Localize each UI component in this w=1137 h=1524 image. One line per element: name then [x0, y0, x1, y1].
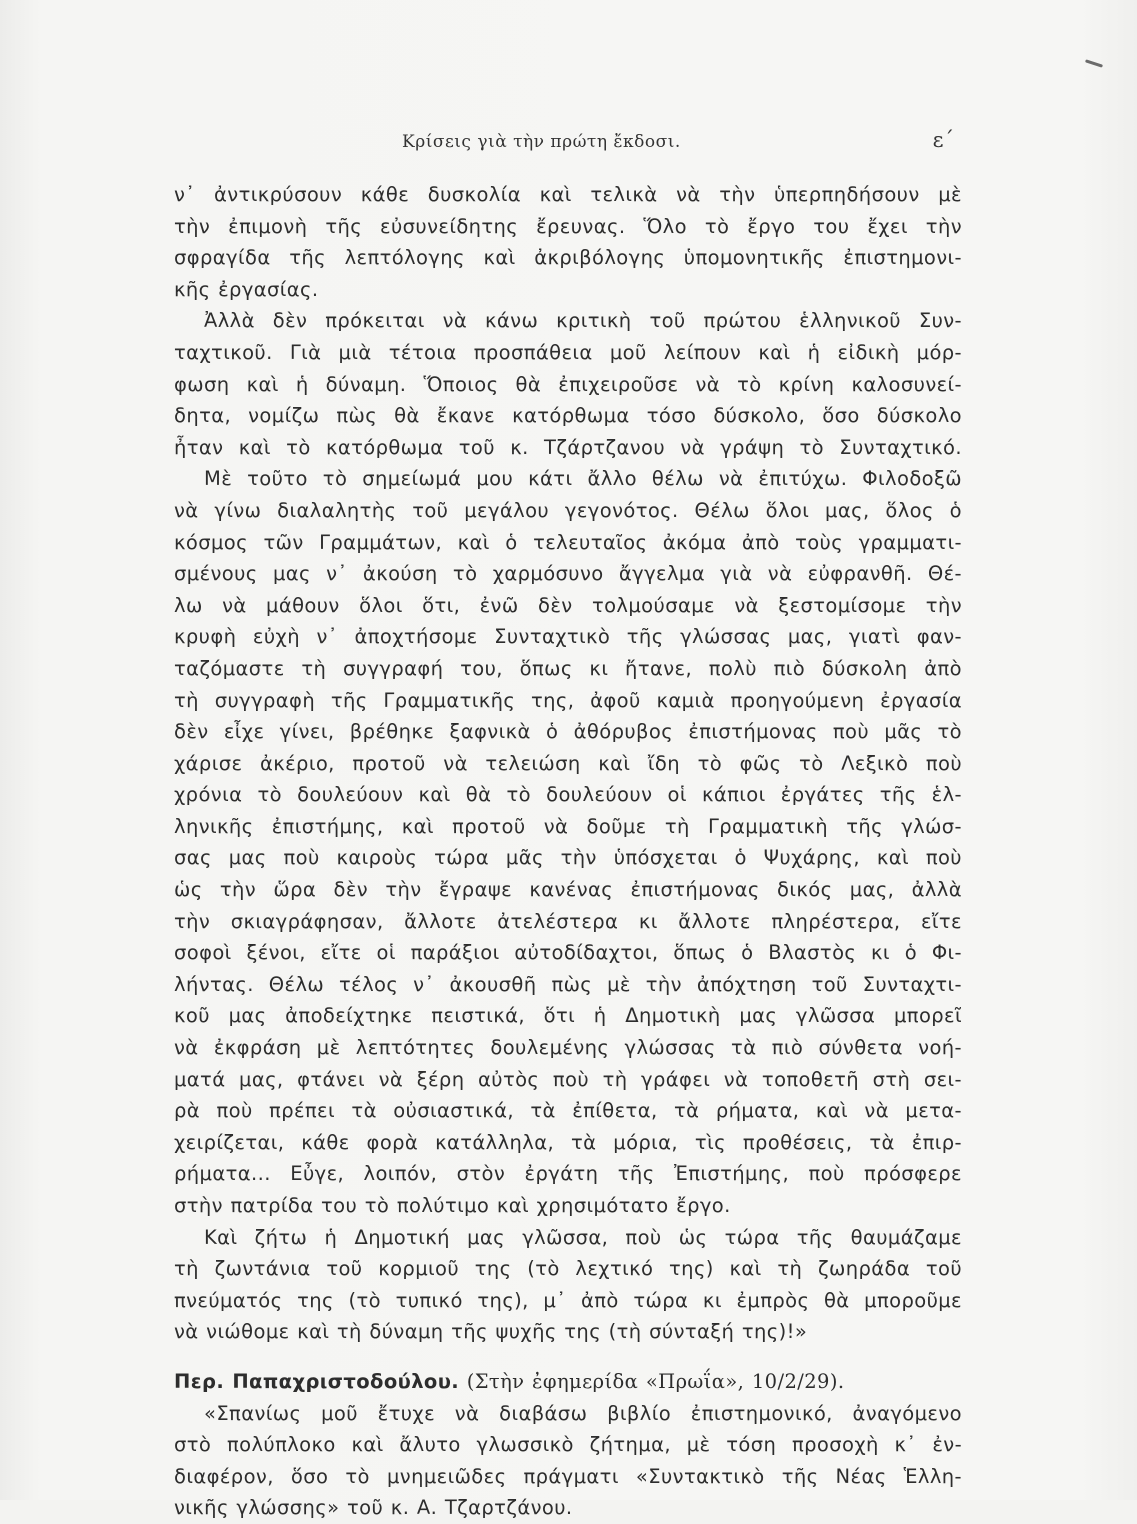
text-line: κῆς ἐργασίας.: [174, 277, 319, 301]
text-line: χάρισε ἀκέριο, προτοῦ νὰ τελειώση καὶ ἴδη τὸ φῶς τὸ Λεξικὸ ποὺ: [174, 751, 962, 775]
text-line: στὴν πατρίδα του τὸ πολύτιμο καὶ χρησιμότατο ἔργο.: [174, 1194, 731, 1217]
text-line: κρυφὴ εὐχὴ ν᾽ ἀποχτήσομε Συνταχτικὸ τῆς γλώσσας μας, γιατὶ φαν-: [174, 625, 962, 649]
text-line: ν᾽ ἀντικρύσουν κάθε δυσκολία καὶ τελικὰ νὰ τὴν ὑπερπηδήσουν μὲ: [174, 183, 962, 206]
text-line: ληνικῆς ἐπιστήμης, καὶ προτοῦ νὰ δοῦμε τὴ Γραμματικὴ τῆς γλώσ-: [174, 814, 962, 838]
page-number: ε΄: [932, 128, 954, 152]
text-line: φωση καὶ ἡ δύναμη. Ὅποιος θὰ ἐπιχειροῦσε νὰ τὸ κρίνη καλοσυνεί-: [174, 372, 962, 396]
text-line: ρὰ ποὺ πρέπει τὰ οὐσιαστικά, τὰ ἐπίθετα, τὰ ρήματα, καὶ νὰ μετα-: [174, 1099, 962, 1123]
text-line: ταζόμαστε τὴ συγγραφή του, ὅπως κι ἤτανε, πολὺ πιὸ δύσκολη ἀπὸ: [174, 656, 962, 680]
text-line: δητα, νομίζω πὼς θὰ ἔκανε κατόρθωμα τόσο δύσκολο, ὅσο δύσκολο: [174, 404, 962, 428]
text-line: δὲν εἶχε γίνει, βρέθηκε ξαφνικὰ ὁ ἀθόρυβος ἐπιστήμονας ποὺ μᾶς τὸ: [174, 720, 962, 744]
running-head: [180, 128, 960, 158]
text-line: Καὶ ζήτω ἡ Δημοτική μας γλῶσσα, ποὺ ὡς τώρα τῆς θαυμάζαμε: [204, 1225, 962, 1249]
text-line: τὴν ἐπιμονὴ τῆς εὐσυνείδητης ἔρευνας. Ὅλο τὸ ἔργο του ἔχει τὴν: [174, 214, 962, 238]
text-line: χειρίζεται, κάθε φορὰ κατάλληλα, τὰ μόρια, τὶς προθέσεις, τὰ ἐπιρ-: [174, 1130, 962, 1154]
text-line: ρήματα... Εὖγε, λοιπόν, στὸν ἐργάτη τῆς Ἐπιστήμης, ποὺ πρόσφερε: [174, 1162, 962, 1186]
text-line: νικῆς γλώσσης» τοῦ κ. Α. Τζαρτζάνου.: [174, 1496, 573, 1520]
text-line: τὴν σκιαγράφησαν, ἄλλοτε ἀτελέστερα κι ἄλλοτε πληρέστερα, εἴτε: [174, 909, 962, 933]
text-line: ὡς τὴν ὥρα δὲν τὴν ἔγραψε κανένας ἐπιστήμονας δικός μας, ἀλλὰ: [174, 878, 962, 902]
text-line: τὴ συγγραφὴ τῆς Γραμματικῆς της, ἀφοῦ καμιὰ προηγούμενη ἐργασία: [174, 688, 962, 712]
text-line: ματά μας, φτάνει νὰ ξέρη αὐτὸς ποὺ τὴ γράφει νὰ τοποθετῆ στὴ σει-: [174, 1067, 962, 1091]
text-line: κόσμος τῶν Γραμμάτων, καὶ ὁ τελευταῖος ἀκόμα ἀπὸ τοὺς γραμματι-: [174, 530, 962, 554]
text-line: στὸ πολύπλοκο καὶ ἄλυτο γλωσσικὸ ζήτημα, μὲ τόση προσοχὴ κ᾽ ἐν-: [174, 1433, 962, 1457]
byline: [174, 1366, 962, 1398]
text-line: ταχτικοῦ. Γιὰ μιὰ τέτοια προσπάθεια μοῦ λείπουν καὶ ἡ εἰδικὴ μόρ-: [174, 340, 962, 364]
text-line: χρόνια τὸ δουλεύουν καὶ θὰ τὸ δουλεύουν οἱ κάπιοι ἐργάτες τῆς ἑλ-: [174, 783, 962, 807]
text-line: τὴ ζωντάνια τοῦ κορμιοῦ της (τὸ λεχτικό της) καὶ τὴ ζωηράδα τοῦ: [174, 1257, 962, 1281]
text-line: λήντας. Θέλω τέλος ν᾽ ἀκουσθῆ πὼς μὲ τὴν ἀπόχτηση τοῦ Συνταχτι-: [174, 972, 962, 996]
text-line: νὰ γίνω διαλαλητὴς τοῦ μεγάλου γεγονότος. Θέλω ὅλοι μας, ὅλος ὁ: [174, 498, 962, 522]
text-line: ἦταν καὶ τὸ κατόρθωμα τοῦ κ. Τζάρτζανου νὰ γράψη τὸ Συνταχτικό.: [174, 435, 962, 459]
byline-source: (Στὴν ἐφημερίδα «Πρωΐα», 10/2/29).: [466, 1369, 845, 1393]
text-line: σοφοὶ ξένοι, εἴτε οἱ παράξιοι αὐτοδίδαχτοι, ὅπως ὁ Βλαστὸς κι ὁ Φι-: [174, 941, 962, 965]
byline-author: Περ. Παπαχριστοδούλου.: [174, 1369, 460, 1393]
text-line: σμένους μας ν᾽ ἀκούση τὸ χαρμόσυνο ἄγγελμα γιὰ νὰ εὐφρανθῆ. Θέ-: [174, 562, 962, 586]
text-line: σας μας ποὺ καιροὺς τώρα μᾶς τὴν ὑπόσχεται ὁ Ψυχάρης, καὶ ποὺ: [174, 846, 962, 870]
running-title: Κρίσεις γιὰ τὴν πρώτη ἔκδοσι.: [402, 132, 681, 152]
text-line: Μὲ τοῦτο τὸ σημείωμά μου κάτι ἄλλο θέλω νὰ ἐπιτύχω. Φιλοδοξῶ: [204, 467, 962, 491]
text-line: κοῦ μας ἀποδείχτηκε πειστικά, ὅτι ἡ Δημοτικὴ μας γλῶσσα μπορεῖ: [174, 1004, 962, 1028]
text-line: λω νὰ μάθουν ὅλοι ὅτι, ἐνῶ δὲν τολμούσαμε νὰ ξεστομίσομε τὴν: [174, 593, 962, 617]
text-line: νὰ ἐκφράση μὲ λεπτότητες δουλεμένης γλώσσας τὰ πιὸ σύνθετα νοή-: [174, 1036, 962, 1060]
text-line: «Σπανίως μοῦ ἔτυχε νὰ διαβάσω βιβλίο ἐπιστημονικό, ἀναγόμενο: [204, 1401, 962, 1425]
text-line: σφραγίδα τῆς λεπτόλογης καὶ ἀκριβόλογης ὑπομονητικῆς ἐπιστημονι-: [174, 246, 962, 270]
text-line: διαφέρον, ὅσο τὸ μνημειῶδες πράγματι «Συντακτικὸ τῆς Νέας Ἑλλη-: [174, 1464, 962, 1488]
text-line: πνεύματός της (τὸ τυπικό της), μ᾽ ἀπὸ τώρα κι ἐμπρὸς θὰ μποροῦμε: [174, 1288, 962, 1312]
paragraph-gap: [174, 1348, 962, 1366]
body-text: [174, 179, 962, 1524]
text-line: Ἀλλὰ δὲν πρόκειται νὰ κάνω κριτικὴ τοῦ πρώτου ἑλληνικοῦ Συν-: [204, 309, 962, 333]
scan-smudge-mark: [1085, 59, 1103, 67]
text-line: νὰ νιώθομε καὶ τὴ δύναμη τῆς ψυχῆς της (τὴ σύνταξή της)!»: [174, 1320, 808, 1344]
